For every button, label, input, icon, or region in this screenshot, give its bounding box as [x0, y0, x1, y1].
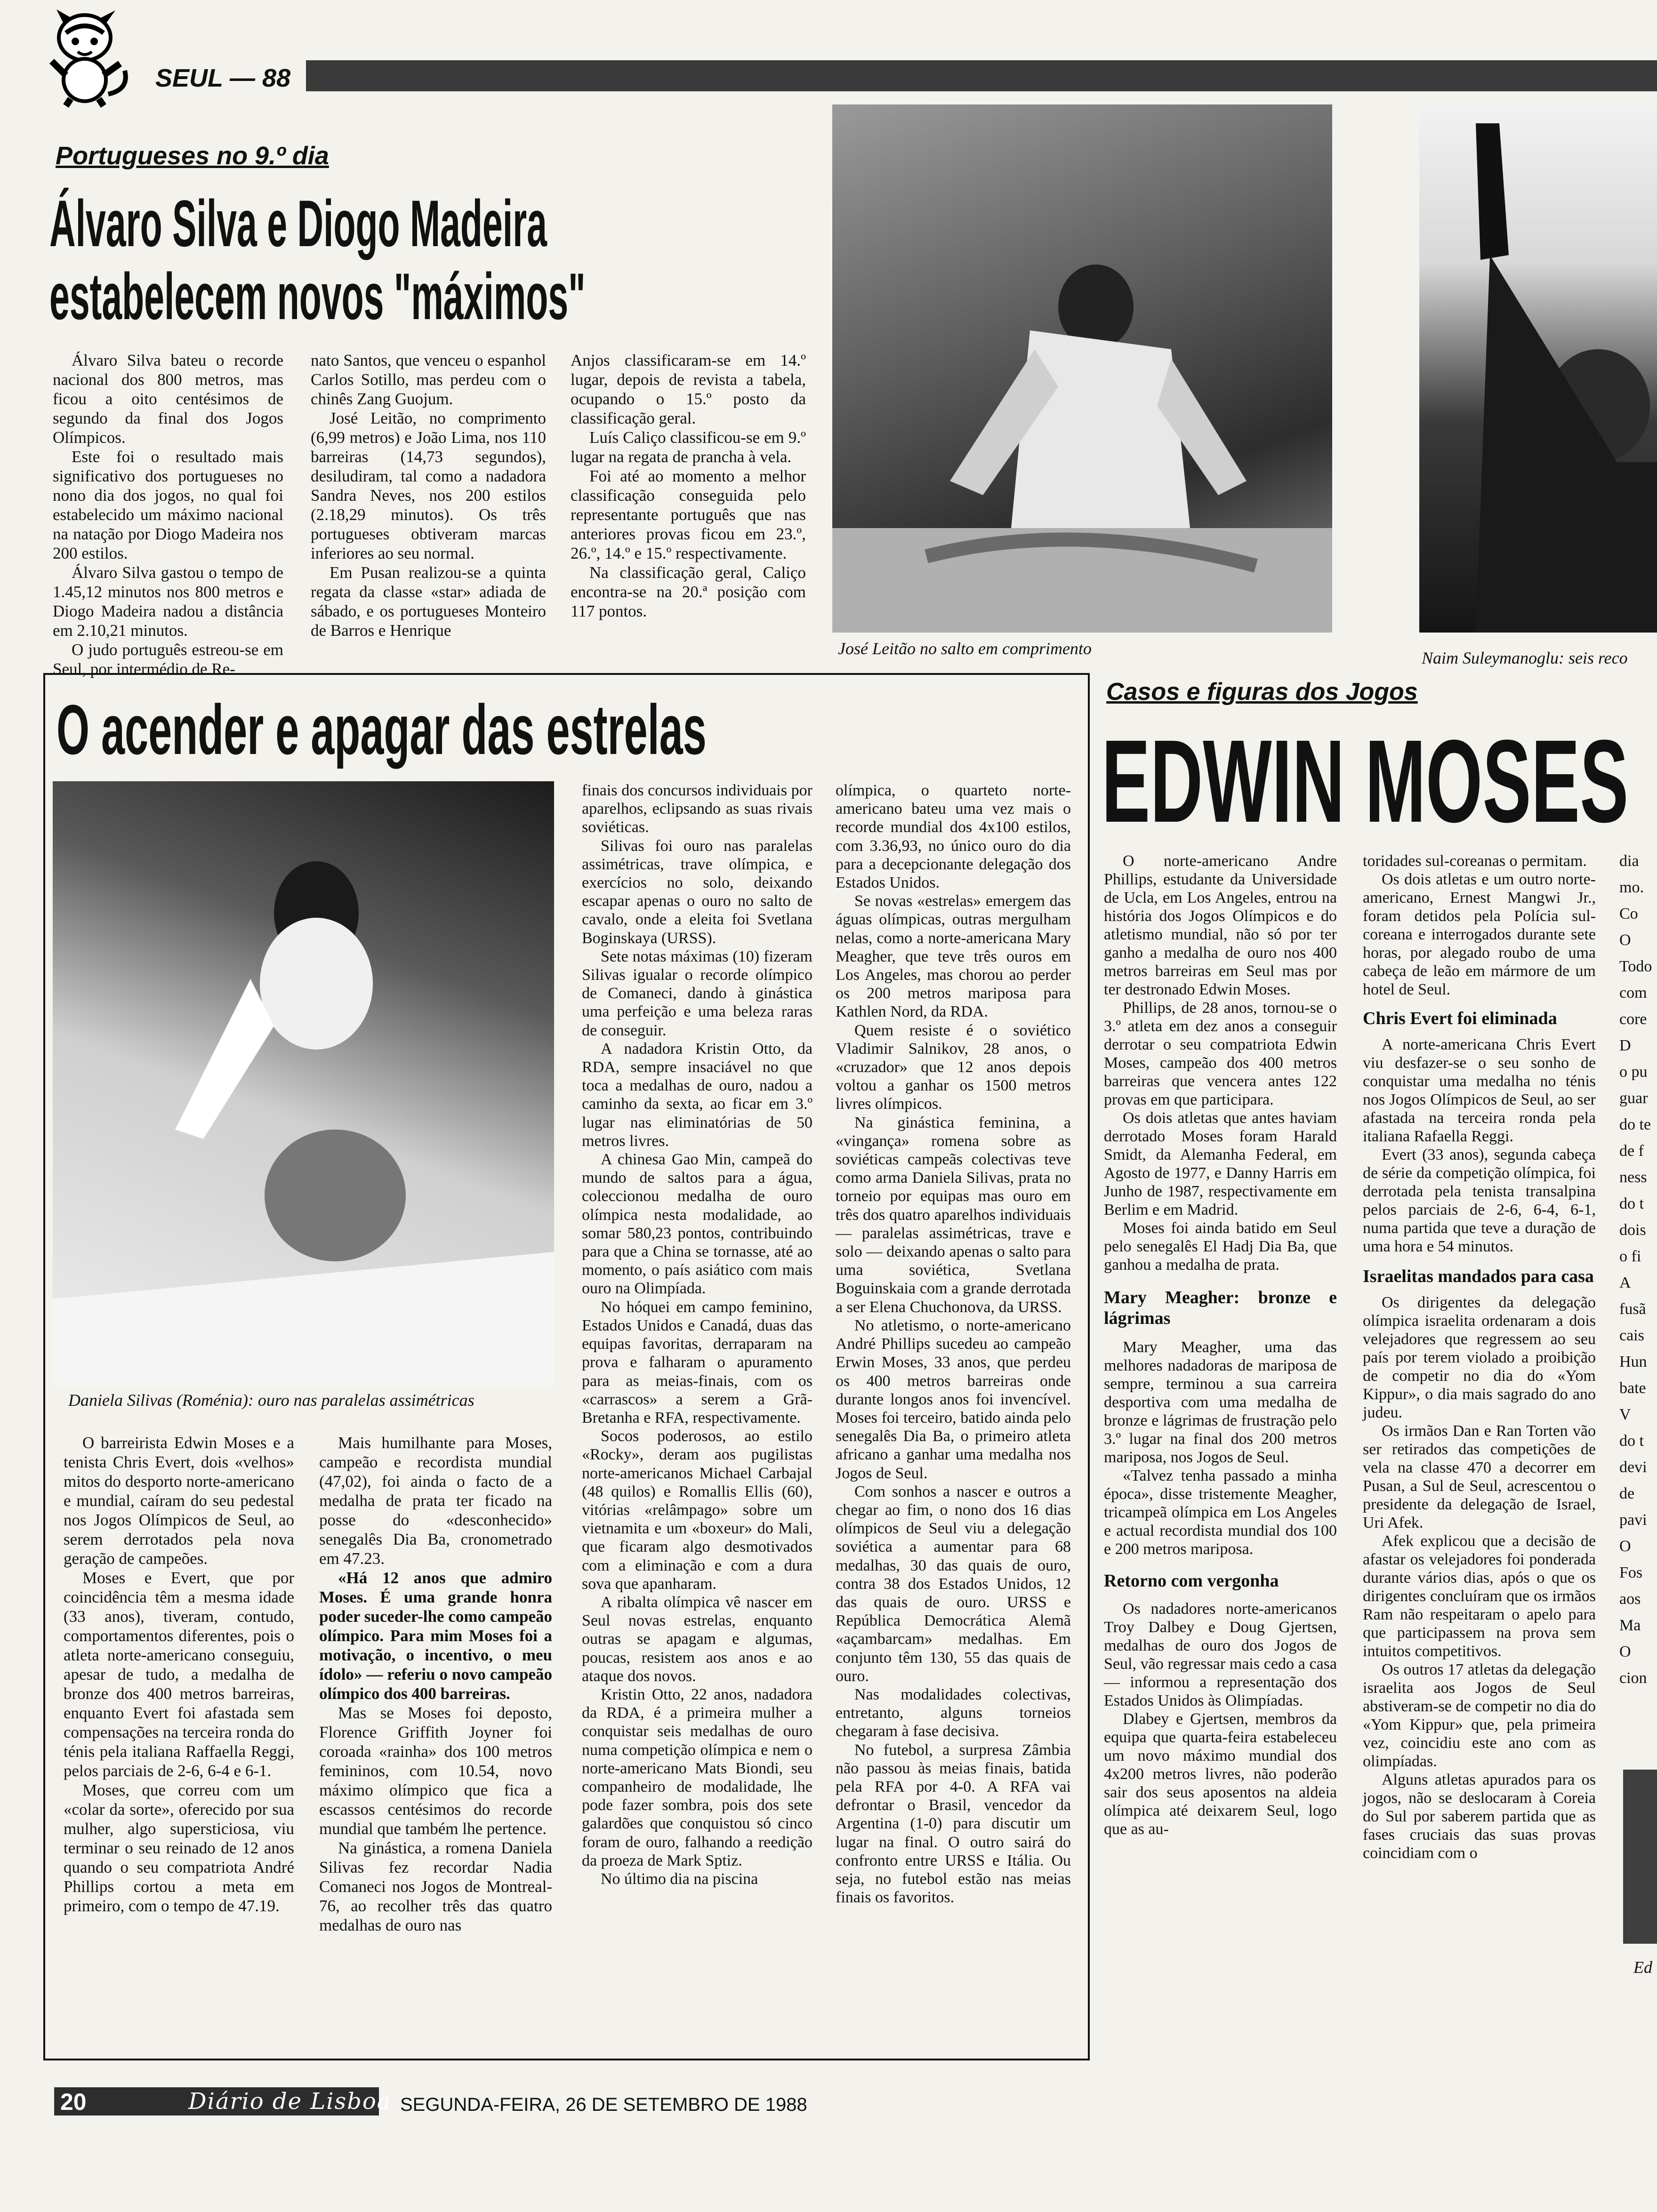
paragraph: O norte-americano Andre Phillips, estudante da Universidade de Ucla, em Los Angeles, entrou na história dos Jogos Olímpicos e do atletismo mundial, não só por ter ganho a medalha de ouro nos 400 metros barreiras em Seul mas por ter destronado Edwin Moses. — [1104, 852, 1337, 998]
paragraph: No atletismo, o norte-americano André Phillips sucedeu ao campeão Erwin Moses, 33 anos, que perdeu os 400 metros barreiras onde durante longos anos foi invencível. Moses foi terceiro, batido ainda pelo senegalês Dia Ba, o primeiro atleta africano a ganhar uma medalha nos Jogos de Seul. — [836, 1316, 1071, 1482]
masthead-logo: Diário de Lisboa — [188, 2088, 392, 2115]
article1-col1 — [53, 351, 283, 679]
paragraph: José Leitão, no comprimento (6,99 metros) e João Lima, nos 110 barreiras (14,73 segundos), desiludiram, tal como a nadadora Sandra Neves, nos 200 estilos (2.18,29 minutos). Os três portugueses obtiveram marcas inferiores ao seu normal. — [311, 409, 546, 562]
clipped-text-fragment: cion — [1619, 1669, 1647, 1687]
subheading: Israelitas mandados para casa — [1363, 1266, 1594, 1286]
clipped-text-fragment: aos — [1619, 1590, 1641, 1608]
clipped-text-fragment: o pu — [1619, 1063, 1648, 1081]
paragraph: Os nadadores norte-americanos Troy Dalbey e Doug Gjertsen, medalhas de ouro dos Jogos de Seul, vão regressar mais cedo a casa — informou a representação dos Estados Unidos às Olimpíadas. — [1104, 1600, 1337, 1709]
clipped-text-fragment: Hun — [1619, 1353, 1647, 1370]
paragraph: No futebol, a surpresa Zâmbia não passou às meias finais, batida pela RFA por 4-0. A RFA vai defrontar o Brasil, vencedor da Argentina (1-0) para discutir um lugar na final. O outro sairá do confronto entre URSS e Itália. Ou seja, no futebol estão nas meias finais os favoritos. — [836, 1741, 1071, 1907]
photo-fragment-right — [1623, 1770, 1657, 1944]
clipped-text-fragment: D — [1619, 1037, 1631, 1054]
clipped-text-fragment: O — [1619, 1538, 1631, 1555]
article2-col3 — [582, 781, 812, 1888]
paragraph: Mas se Moses foi deposto, Florence Griffith Joyner foi coroada «rainha» dos 100 metros femininos, com 10.54, novo máximo olímpico que fica a escassos centésimos do recorde mundial que também lhe pertence. — [319, 1704, 552, 1838]
page-date: SEGUNDA-FEIRA, 26 DE SETEMBRO DE 1988 — [400, 2094, 807, 2115]
paragraph: Afek explicou que a decisão de afastar os velejadores foi ponderada durante vários dias, após o que os dirigentes concluíram que os irmãos Ram não respeitaram o apelo para que participassem na prova sem intuitos competitivos. — [1363, 1532, 1596, 1660]
paragraph: «Talvez tenha passado a minha época», disse tristemente Meagher, tricampeã olímpica em Los Angeles e actual recordista mundial dos 100 e 200 metros mariposa. — [1104, 1467, 1337, 1558]
paragraph: A ribalta olímpica vê nascer em Seul novas estrelas, enquanto outras se apagam e algumas, poucas, resistem aos anos e ao ataque dos novos. — [582, 1593, 812, 1685]
clipped-text-fragment: ness — [1619, 1169, 1647, 1186]
photo-daniela-silivas — [53, 781, 554, 1386]
quote-paragraph: «Há 12 anos que admiro Moses. É uma grande honra poder suceder-lhe como campeão olímpico. Para mim Moses foi a motivação, o incentivo, o meu ídolo» — referiu o novo campeão olímpico dos 400 barreiras. — [319, 1569, 552, 1703]
paragraph: Silivas foi ouro nas paralelas assimétricas, trave olímpica, e exercícios no solo, deixando escapar apenas o ouro no salto de cavalo, onde a eleita foi Svetlana Boginskaya (URSS). — [582, 837, 812, 947]
paragraph: Anjos classificaram-se em 14.º lugar, depois de revista a tabela, ocupando o 15.º posto da classificação geral. — [571, 351, 806, 427]
paragraph: Os irmãos Dan e Ran Torten vão ser retirados das competições de vela na classe 470 a decorrer em Pusan, a Sul de Seul, acrescentou o presidente da delegação de Israel, Uri Afek. — [1363, 1422, 1596, 1531]
clipped-text-fragment: do te — [1619, 1116, 1651, 1133]
clipped-text-fragment: bate — [1619, 1379, 1646, 1397]
paragraph: Este foi o resultado mais significativo dos portugueses no nono dia dos jogos, no qual foi estabelecido um máximo nacional na natação por Diogo Madeira nos 200 estilos. — [53, 448, 283, 562]
paragraph: Os dois atletas que antes haviam derrotado Moses foram Harald Smidt, da Alemanha Federal, em Agosto de 1977, e Danny Harris em Junho de 1987, respectivamente em Berlim e em Madrid. — [1104, 1109, 1337, 1218]
paragraph: Dlabey e Gjertsen, membros da equipa que quarta-feira estabeleceu um novo máximo mundial dos 4x200 metros livres, não poderão sair dos seus aposentos na aldeia olímpica até deixarem Seul, logo que as au- — [1104, 1710, 1337, 1838]
paragraph: Luís Caliço classificou-se em 9.º lugar na regata de prancha à vela. — [571, 428, 806, 466]
photo-jose-leitao — [832, 104, 1332, 633]
clipped-text-fragment: mo. — [1619, 879, 1644, 896]
article3-kicker: Casos e figuras dos Jogos — [1106, 678, 1418, 705]
article3-col3-clipped — [1619, 852, 1657, 1695]
paragraph: No último dia na piscina — [601, 1870, 758, 1888]
paragraph: Kristin Otto, 22 anos, nadadora da RDA, é a primeira mulher a conquistar seis medalhas de ouro numa competição olímpica e nem o norte-americano Mats Biondi, seu companheiro de modalidade, lhe pode fazer sombra, pois dos sete galardões que conquistou só cinco foram de ouro, falhando a reedição da proeza de Mark Sptiz. — [582, 1685, 812, 1869]
subheading: Retorno com vergonha — [1104, 1571, 1279, 1591]
paragraph: Alguns atletas apurados para os jogos, não se deslocaram à Coreia do Sul por saberem partida que as fases cruciais das suas provas coincidiam com o — [1363, 1771, 1596, 1862]
article2-col2 — [319, 1433, 552, 1935]
paragraph: Na ginástica, a romena Daniela Silivas fez recordar Nadia Comaneci nos Jogos de Montreal-76, ao recolher três das quatro medalhas de ouro nas — [319, 1839, 552, 1934]
clipped-text-fragment: guar — [1619, 1090, 1648, 1107]
clipped-text-fragment: A — [1619, 1274, 1631, 1291]
paragraph: Nas modalidades colectivas, entretanto, alguns torneios chegaram à fase decisiva. — [836, 1685, 1071, 1740]
article2-headline: O acender e apagar das estrelas — [56, 690, 707, 769]
article2-col4 — [836, 781, 1071, 1907]
article3-col2 — [1363, 852, 1596, 1862]
paragraph: No hóquei em campo feminino, Estados Unidos e Canadá, duas das equipas favoritas, derraparam na prova e falharam o apuramento para as meias-finais, com os «carrascos» a serem a Grã-Bretanha e RFA, respectivamente. — [582, 1298, 812, 1427]
clipped-text-fragment: cais — [1619, 1327, 1644, 1344]
photo-naim-suleymanoglu — [1419, 104, 1657, 633]
paragraph: Quem resiste é o soviético Vladimir Salnikov, 28 anos, o «cruzador» que 12 anos depois voltou a ganhar os 1500 metros livres olímpicos. — [836, 1021, 1071, 1113]
paragraph: Álvaro Silva bateu o recorde nacional dos 800 metros, mas ficou a oito centésimos de segundo da final dos Jogos Olímpicos. — [53, 351, 283, 447]
article1-headline-2: estabelecem novos "máximos" — [49, 259, 586, 333]
page-number: 20 — [60, 2089, 87, 2115]
paragraph: Com sonhos a nascer e outros a chegar ao fim, o nono dos 16 dias olímpicos de Seul viu a delegação soviética a aumentar para 68 medalhas, 30 das quais de ouro, contra 38 dos Estados Unidos, 12 das quais de ouro. URSS e República Democrática Alemã «açambarcam» medalhas. Em conjunto têm 130, 55 das quais de ouro. — [836, 1483, 1071, 1685]
photo4-caption-fragment: Ed — [1633, 1958, 1652, 1977]
clipped-text-fragment: Fos — [1619, 1564, 1643, 1581]
subheading: Mary Meagher: bronze e lágrimas — [1104, 1288, 1337, 1328]
clipped-text-fragment: pavi — [1619, 1511, 1647, 1529]
paragraph: A norte-americana Chris Evert viu desfazer-se o seu sonho de conquistar uma medalha no ténis nos Jogos Olímpicos de Seul, ao ser afastada na terceira ronda pela italiana Rafaella Reggi. — [1363, 1036, 1596, 1145]
paragraph: A nadadora Kristin Otto, da RDA, sempre insaciável no que toca a medalhas de ouro, nadou a caminho da sexta, ao ficar em 3.º lugar nas eliminatórias de 50 metros livres. — [582, 1040, 812, 1150]
paragraph: Foi até ao momento a melhor classificação conseguida pelo representante português que nas anteriores provas ficou em 23.º, 26.º, 14.º e 15.º respectivamente. — [571, 467, 806, 562]
clipped-text-fragment: de f — [1619, 1142, 1644, 1160]
paragraph: Socos poderosos, ao estilo «Rocky», deram aos pugilistas norte-americanos Michael Carbajal (48 quilos) e Romallis Ellis (60), vitórias «relâmpago» sobre um vietnamita e um «boxeur» do Mali, que ficaram algo desmotivados com a eliminação e com a dura sova que apanharam. — [582, 1427, 812, 1593]
paragraph: Mary Meagher, uma das melhores nadadoras de mariposa de sempre, terminou a sua carreira desportiva com uma medalha de bronze e lágrimas de frustração pelo 3.º lugar na final dos 200 metros mariposa, nos Jogos de Seul. — [1104, 1338, 1337, 1466]
photo2-caption: Naim Suleymanoglu: seis reco — [1422, 649, 1628, 667]
paragraph: Sete notas máximas (10) fizeram Silivas igualar o recorde olímpico de Comaneci, dando à ginástica uma perfeição e uma beleza raras de conseguir. — [582, 947, 812, 1039]
paragraph: Os dirigentes da delegação olímpica israelita ordenaram a dois velejadores que regressem ao seu país por terem violado a proibição de competir no dia do «Yom Kippur», o dia mais sagrado do ano judeu. — [1363, 1294, 1596, 1421]
weightlifter-figure — [1419, 104, 1657, 633]
paragraph: Em Pusan realizou-se a quinta regata da classe «star» adiada de sábado, e os portugueses Monteiro de Barros e Henrique — [311, 563, 546, 640]
paragraph: toridades sul-coreanas o permitam. — [1363, 852, 1587, 870]
paragraph: Moses, que correu com um «colar da sorte», oferecido por sua mulher, algo supersticiosa, viu terminar o seu reinado de 12 anos quando o seu compatriota André Phillips cortou a meta em primeiro, com o tempo de 47.19. — [64, 1781, 294, 1915]
clipped-text-fragment: com — [1619, 984, 1647, 1002]
article1-col2 — [311, 351, 546, 640]
paragraph: Na ginástica feminina, a «vingança» romena sobre as soviéticas campeãs colectivas teve como arma Daniela Silivas, prata no torneio por equipas mas ouro em três dos quatro aparelhos individuais — paralelas assimétricas, trave e solo — deixando apenas o salto para uma soviética, Svetlana Boguinskaia com a grande derrotada a ser Elena Chuchonova, da URSS. — [836, 1114, 1071, 1316]
clipped-text-fragment: o fi — [1619, 1248, 1641, 1265]
article1-col3 — [571, 351, 806, 621]
photo1-caption: José Leitão no salto em comprimento — [838, 639, 1092, 658]
clipped-text-fragment: fusã — [1619, 1300, 1646, 1318]
clipped-text-fragment: Co — [1619, 905, 1638, 922]
clipped-text-fragment: de — [1619, 1485, 1635, 1502]
paragraph: Moses foi ainda batido em Seul pelo senegalês El Hadj Dia Ba, que ganhou a medalha de prata. — [1104, 1219, 1337, 1274]
clipped-text-fragment: do t — [1619, 1432, 1644, 1450]
article3-col1 — [1104, 852, 1337, 1838]
header-rule — [306, 60, 1657, 91]
clipped-text-fragment: Ma — [1619, 1617, 1641, 1634]
clipped-text-fragment: Todo — [1619, 958, 1652, 975]
paragraph: Mais humilhante para Moses, campeão e recordista mundial (47,02), foi ainda o facto de a medalha de prata ter ficado na posse do «desconhecido» senegalês Dia Ba, cronometrado em 47.23. — [319, 1434, 552, 1568]
section-title: SEUL — 88 — [155, 64, 291, 92]
paragraph: finais dos concursos individuais por aparelhos, eclipsando as suas rivais soviéticas. — [582, 782, 812, 836]
clipped-text-fragment: V — [1619, 1406, 1631, 1423]
clipped-text-fragment: dois — [1619, 1221, 1646, 1239]
paragraph: Os dois atletas e um outro norte-americano, Ernest Mangwi Jr., foram detidos pela Polícia sul-coreana e interrogados durante sete horas, por alegado roubo de uma cabeça de leão em mármore de um hotel de Seul. — [1363, 871, 1596, 998]
header-bar — [0, 0, 1657, 109]
tiger-mascot-icon — [38, 5, 137, 108]
clipped-text-fragment: devi — [1619, 1459, 1647, 1476]
photo3-caption: Daniela Silivas (Roménia): ouro nas paralelas assimétricas — [68, 1391, 475, 1410]
paragraph: Evert (33 anos), segunda cabeça de série da competição olímpica, foi derrotada pela tenista transalpina pelos parciais de 2-6, 6-4, 6-1, numa partida que teve a duração de uma hora e 54 minutos. — [1363, 1146, 1596, 1255]
paragraph: Álvaro Silva gastou o tempo de 1.45,12 minutos nos 800 metros e Diogo Madeira nadou a distância em 2.10,21 minutos. — [53, 563, 283, 640]
paragraph: nato Santos, que venceu o espanhol Carlos Sotillo, mas perdeu com o chinês Zang Guojum. — [311, 351, 546, 408]
clipped-text-fragment: core — [1619, 1010, 1647, 1028]
paragraph: Na classificação geral, Caliço encontra-se na 20.ª posição com 117 pontos. — [571, 563, 806, 620]
article2-col1 — [64, 1433, 294, 1915]
clipped-text-fragment: O — [1619, 931, 1631, 949]
article1-kicker: Portugueses no 9.º dia — [56, 142, 329, 170]
article1-headline-1: Álvaro Silva e Diogo Madeira — [49, 186, 547, 260]
clipped-text-fragment: do t — [1619, 1195, 1644, 1212]
long-jump-athlete-figure — [832, 104, 1332, 633]
paragraph: Moses e Evert, que por coincidência têm a mesma idade (33 anos), tiveram, contudo, comportamentos diferentes, pois o atleta norte-americano conseguiu, apesar de tudo, a medalha de bronze dos 400 metros barreiras, enquanto Evert foi afastada sem compensações na terceira ronda do ténis pela italiana Raffaella Reggi, pelos parciais de 2-6, 6-4 e 6-1. — [64, 1569, 294, 1780]
paragraph: O judo português estreou-se em Seul, por intermédio de Re- — [53, 641, 283, 678]
clipped-text-fragment: O — [1619, 1643, 1631, 1660]
paragraph: Se novas «estrelas» emergem das águas olímpicas, outras mergulham nelas, como a norte-americana Mary Meagher, que teve três ouros em Los Angeles, mas chorou ao perder os 200 metros mariposa para Kathlen Nord, da RDA. — [836, 892, 1071, 1021]
gymnast-figure — [53, 781, 554, 1386]
paragraph: olímpica, o quarteto norte-americano bateu uma vez mais o recorde mundial dos 4x100 estilos, com 3.36,93, no único ouro do dia para a decepcionante delegação dos Estados Unidos. — [836, 782, 1071, 892]
clipped-text-fragment: dia — [1619, 852, 1639, 870]
subheading: Chris Evert foi eliminada — [1363, 1009, 1557, 1028]
paragraph: A chinesa Gao Min, campeã do mundo de saltos para a água, coleccionou medalha de ouro olímpica nesta modalidade, ao somar 580,23 pontos, contribuindo para que a China se tornasse, até ao momento, o país asiático com mais ouro na Olimpíada. — [582, 1151, 812, 1298]
article3-headline: EDWIN MOSES — [1102, 715, 1629, 847]
paragraph: Os outros 17 atletas da delegação israelita aos Jogos de Seul abstiveram-se de competir no dia do «Yom Kippur» que, pela primeira vez, coincidiu este ano com as olimpíadas. — [1363, 1661, 1596, 1770]
paragraph: O barreirista Edwin Moses e a tenista Chris Evert, dois «velhos» mitos do desporto norte-americano e mundial, caíram do seu pedestal nos Jogos Olímpicos de Seul, ao serem derrotados pela nova geração de campeões. — [64, 1434, 294, 1568]
paragraph: Phillips, de 28 anos, tornou-se o 3.º atleta em dez anos a conseguir derrotar o seu compatriota Edwin Moses, campeão dos 400 metros barreiras que vencera antes 122 provas em que participara. — [1104, 999, 1337, 1108]
